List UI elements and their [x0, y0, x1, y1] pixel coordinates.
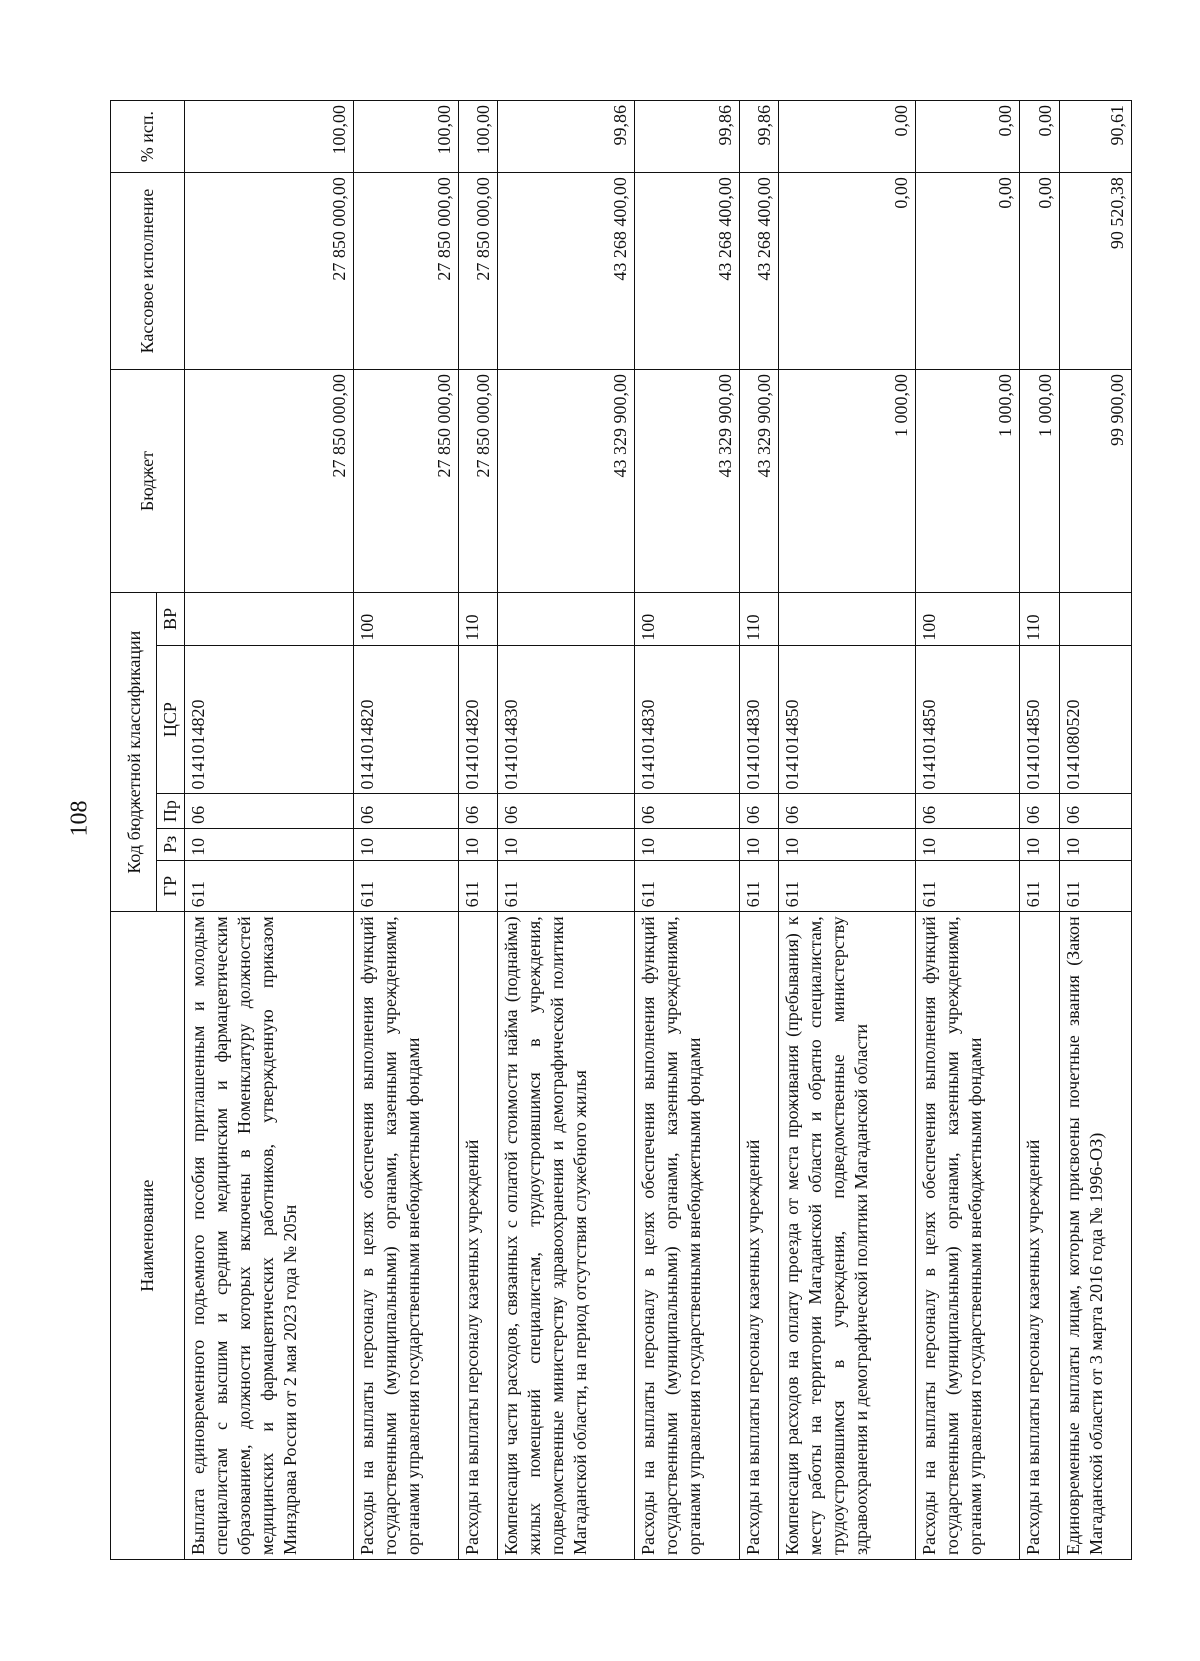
table-row: [916, 101, 1020, 1560]
row-pr: 06: [635, 794, 739, 828]
table-row: [185, 101, 354, 1560]
row-rz: 10: [635, 828, 739, 860]
row-name: Расходы на выплаты персоналу в целях обеспечения выполнения функций государственными (муниципальными) органами, казенными учреждениями, органами управления государственными внебюджетными фондами: [916, 912, 1020, 1560]
row-csr: 0141014850: [916, 645, 1020, 794]
row-name: Выплата единовременного подъемного пособия приглашенным и молодым специалистам с высшим и средним медицинским и фармацевтическим образованием, должности которых включены в Номенклатуру должностей медицинских и фармацевтических работников, утвержденную приказом Минздрава России от 2 мая 2023 года № 205н: [185, 912, 354, 1560]
row-name: Расходы на выплаты персоналу в целях обеспечения выполнения функций государственными (муниципальными) органами, казенными учреждениями, органами управления государственными внебюджетными фондами: [635, 912, 739, 1560]
row-vr: [1059, 593, 1131, 646]
row-gr: 611: [354, 860, 458, 911]
row-rz: 10: [354, 828, 458, 860]
row-name: Расходы на выплаты персоналу казенных учреждений: [739, 912, 779, 1560]
row-execution: 27 850 000,00: [185, 173, 354, 370]
row-csr: 0141014850: [1020, 645, 1060, 794]
row-percent: 100,00: [354, 101, 458, 173]
row-name: Расходы на выплаты персоналу казенных учреждений: [458, 912, 498, 1560]
row-execution: 0,00: [779, 173, 916, 370]
row-percent: 99,86: [635, 101, 739, 173]
row-percent: 100,00: [458, 101, 498, 173]
header-gr: ГР: [157, 860, 185, 911]
row-execution: 43 268 400,00: [498, 173, 635, 370]
row-percent: 100,00: [185, 101, 354, 173]
row-rz: 10: [1020, 828, 1060, 860]
row-name: Единовременные выплаты лицам, которым присвоены почетные звания (Закон Магаданской области от 3 марта 2016 года № 1996-ОЗ): [1059, 912, 1131, 1560]
row-budget: 1 000,00: [1020, 369, 1060, 592]
row-pr: 06: [1059, 794, 1131, 828]
header-execution: Кассовое исполнение: [111, 173, 185, 370]
row-rz: 10: [185, 828, 354, 860]
row-pr: 06: [779, 794, 916, 828]
row-execution: 90 520,38: [1059, 173, 1131, 370]
table-row: [739, 101, 779, 1560]
row-percent: 0,00: [916, 101, 1020, 173]
table-row: [635, 101, 739, 1560]
row-vr: [779, 593, 916, 646]
row-execution: 27 850 000,00: [354, 173, 458, 370]
table-row: [779, 101, 916, 1560]
row-csr: 0141014820: [458, 645, 498, 794]
row-gr: 611: [458, 860, 498, 911]
row-csr: 0141014820: [354, 645, 458, 794]
header-vr: ВР: [157, 593, 185, 646]
row-csr: 0141080520: [1059, 645, 1131, 794]
row-csr: 0141014830: [498, 645, 635, 794]
row-budget: 27 850 000,00: [185, 369, 354, 592]
row-rz: 10: [739, 828, 779, 860]
header-csr: ЦСР: [157, 645, 185, 794]
table-row: [498, 101, 635, 1560]
row-execution: 0,00: [1020, 173, 1060, 370]
row-rz: 10: [458, 828, 498, 860]
row-pr: 06: [458, 794, 498, 828]
row-vr: [185, 593, 354, 646]
row-budget: 1 000,00: [779, 369, 916, 592]
row-budget: 43 329 900,00: [635, 369, 739, 592]
row-vr: 110: [1020, 593, 1060, 646]
row-vr: [498, 593, 635, 646]
row-pr: 06: [1020, 794, 1060, 828]
row-percent: 90,61: [1059, 101, 1131, 173]
row-rz: 10: [779, 828, 916, 860]
row-execution: 43 268 400,00: [635, 173, 739, 370]
header-code-group: Код бюджетной классификации: [111, 593, 157, 912]
row-vr: 110: [458, 593, 498, 646]
header-name: Наименование: [111, 912, 185, 1560]
row-gr: 611: [1059, 860, 1131, 911]
row-pr: 06: [354, 794, 458, 828]
row-name: Расходы на выплаты персоналу казенных учреждений: [1020, 912, 1060, 1560]
row-execution: 0,00: [916, 173, 1020, 370]
row-percent: 0,00: [1020, 101, 1060, 173]
row-name: Расходы на выплаты персоналу в целях обеспечения выполнения функций государственными (муниципальными) органами, казенными учреждениями, органами управления государственными внебюджетными фондами: [354, 912, 458, 1560]
row-execution: 43 268 400,00: [739, 173, 779, 370]
page-number: 108: [66, 800, 93, 837]
row-csr: 0141014820: [185, 645, 354, 794]
row-rz: 10: [498, 828, 635, 860]
table-row: [354, 101, 458, 1560]
row-gr: 611: [185, 860, 354, 911]
header-percent: % исп.: [111, 101, 185, 173]
row-pr: 06: [185, 794, 354, 828]
row-budget: 27 850 000,00: [458, 369, 498, 592]
header-pr: Пр: [157, 794, 185, 828]
row-budget: 27 850 000,00: [354, 369, 458, 592]
row-csr: 0141014850: [779, 645, 916, 794]
row-budget: 1 000,00: [916, 369, 1020, 592]
row-vr: 100: [916, 593, 1020, 646]
row-rz: 10: [1059, 828, 1131, 860]
row-gr: 611: [739, 860, 779, 911]
row-vr: 110: [739, 593, 779, 646]
header-budget: Бюджет: [111, 369, 185, 592]
row-gr: 611: [779, 860, 916, 911]
row-gr: 611: [1020, 860, 1060, 911]
header-rz: Рз: [157, 828, 185, 860]
row-percent: 99,86: [498, 101, 635, 173]
row-gr: 611: [635, 860, 739, 911]
row-rz: 10: [916, 828, 1020, 860]
row-csr: 0141014830: [739, 645, 779, 794]
row-pr: 06: [739, 794, 779, 828]
row-budget: 43 329 900,00: [739, 369, 779, 592]
row-gr: 611: [916, 860, 1020, 911]
row-percent: 0,00: [779, 101, 916, 173]
row-pr: 06: [916, 794, 1020, 828]
row-name: Компенсация части расходов, связанных с оплатой стоимости найма (поднайма) жилых помещений специалистам, трудоустроившимся в учреждения, подведомственные министерству здравоохранения и демографической политики Магаданской области, на период отсутствия служебного жилья: [498, 912, 635, 1560]
row-vr: 100: [635, 593, 739, 646]
table-row: [1059, 101, 1131, 1560]
row-gr: 611: [498, 860, 635, 911]
row-execution: 27 850 000,00: [458, 173, 498, 370]
rotated-table-container: [110, 100, 1132, 1560]
table-row: [1020, 101, 1060, 1560]
budget-table: [110, 100, 1132, 1560]
row-vr: 100: [354, 593, 458, 646]
row-percent: 99,86: [739, 101, 779, 173]
row-budget: 43 329 900,00: [498, 369, 635, 592]
table-row: [458, 101, 498, 1560]
row-budget: 99 900,00: [1059, 369, 1131, 592]
row-csr: 0141014830: [635, 645, 739, 794]
row-name: Компенсация расходов на оплату проезда от места проживания (пребывания) к месту работы на территории Магаданской области и обратно специалистам, трудоустроившимся в учреждения, подведомственные министерству здравоохранения и демографической политики Магаданской области: [779, 912, 916, 1560]
row-pr: 06: [498, 794, 635, 828]
